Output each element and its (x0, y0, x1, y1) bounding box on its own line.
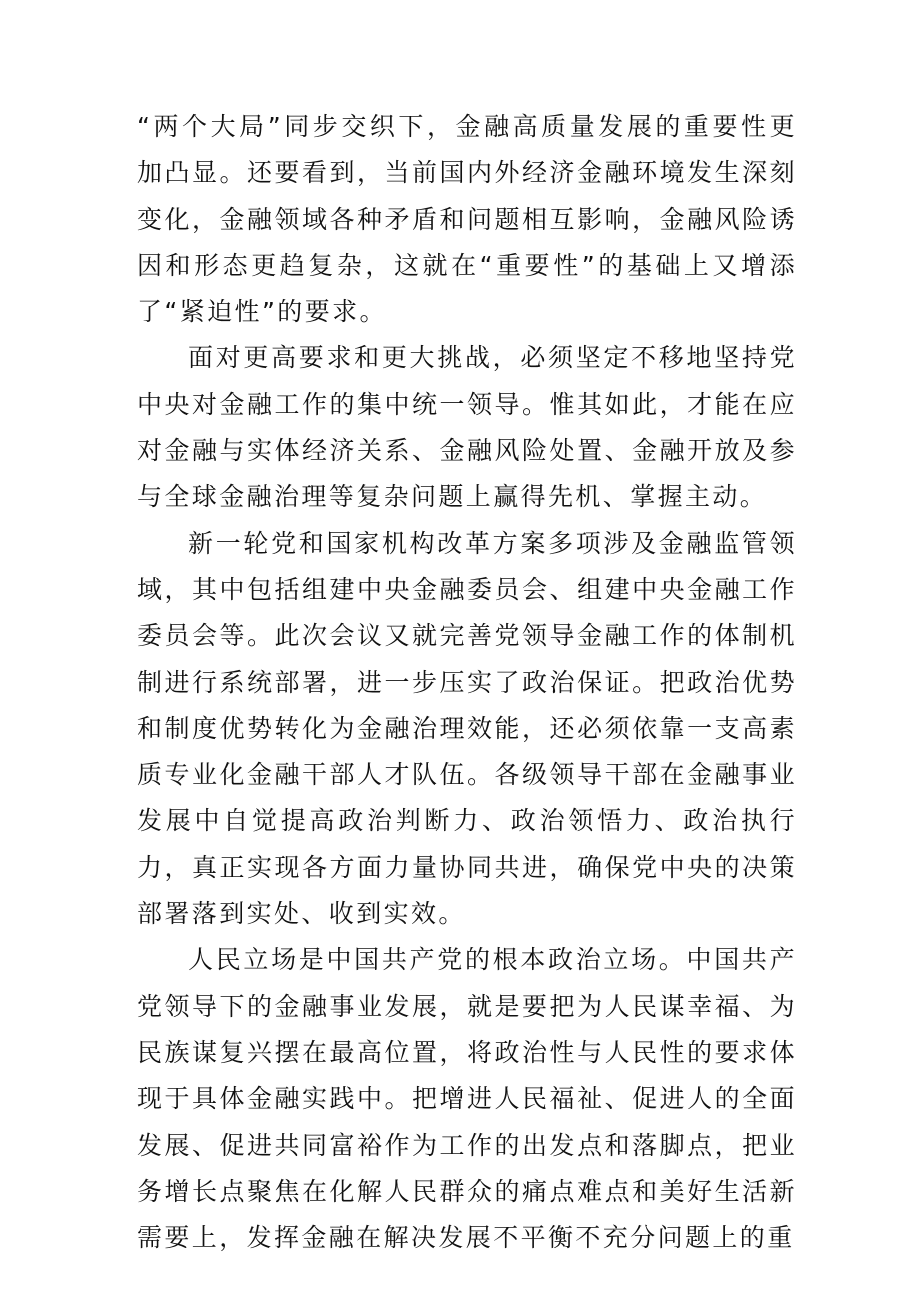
body-text (137, 104, 797, 1261)
paragraph-continuation: “两个大局”同步交织下，金融高质量发展的重要性更加凸显。还要看到，当前国内外经济金融环境发生深刻变化，金融领域各种矛盾和问题相互影响，金融风险诱因和形态更趋复杂，这就在“重要性”的基础上又增添了“紧迫性”的要求。 (137, 112, 797, 327)
paragraph: 新一轮党和国家机构改革方案多项涉及金融监管领域，其中包括组建中央金融委员会、组建中央金融工作委员会等。此次会议又就完善党领导金融工作的体制机制进行系统部署，进一步压实了政治保证。把政治优势和制度优势转化为金融治理效能，还必须依靠一支高素质专业化金融干部人才队伍。各级领导干部在金融事业发展中自觉提高政治判断力、政治领悟力、政治执行力，真正实现各方面力量协同共进，确保党中央的决策部署落到实处、收到实效。 (137, 528, 797, 929)
paragraph: 面对更高要求和更大挑战，必须坚定不移地坚持党中央对金融工作的集中统一领导。惟其如此，才能在应对金融与实体经济关系、金融风险处置、金融开放及参与全球金融治理等复杂问题上赢得先机、掌握主动。 (137, 343, 797, 512)
paragraph: 人民立场是中国共产党的根本政治立场。中国共产党领导下的金融事业发展，就是要把为人民谋幸福、为民族谋复兴摆在最高位置，将政治性与人民性的要求体现于具体金融实践中。把增进人民福祉、促进人的全面发展、促进共同富裕作为工作的出发点和落脚点，把业务增长点聚焦在化解人民群众的痛点难点和美好生活新需要上，发挥金融在解决发展不平衡不充分问题上的重 (137, 945, 797, 1253)
